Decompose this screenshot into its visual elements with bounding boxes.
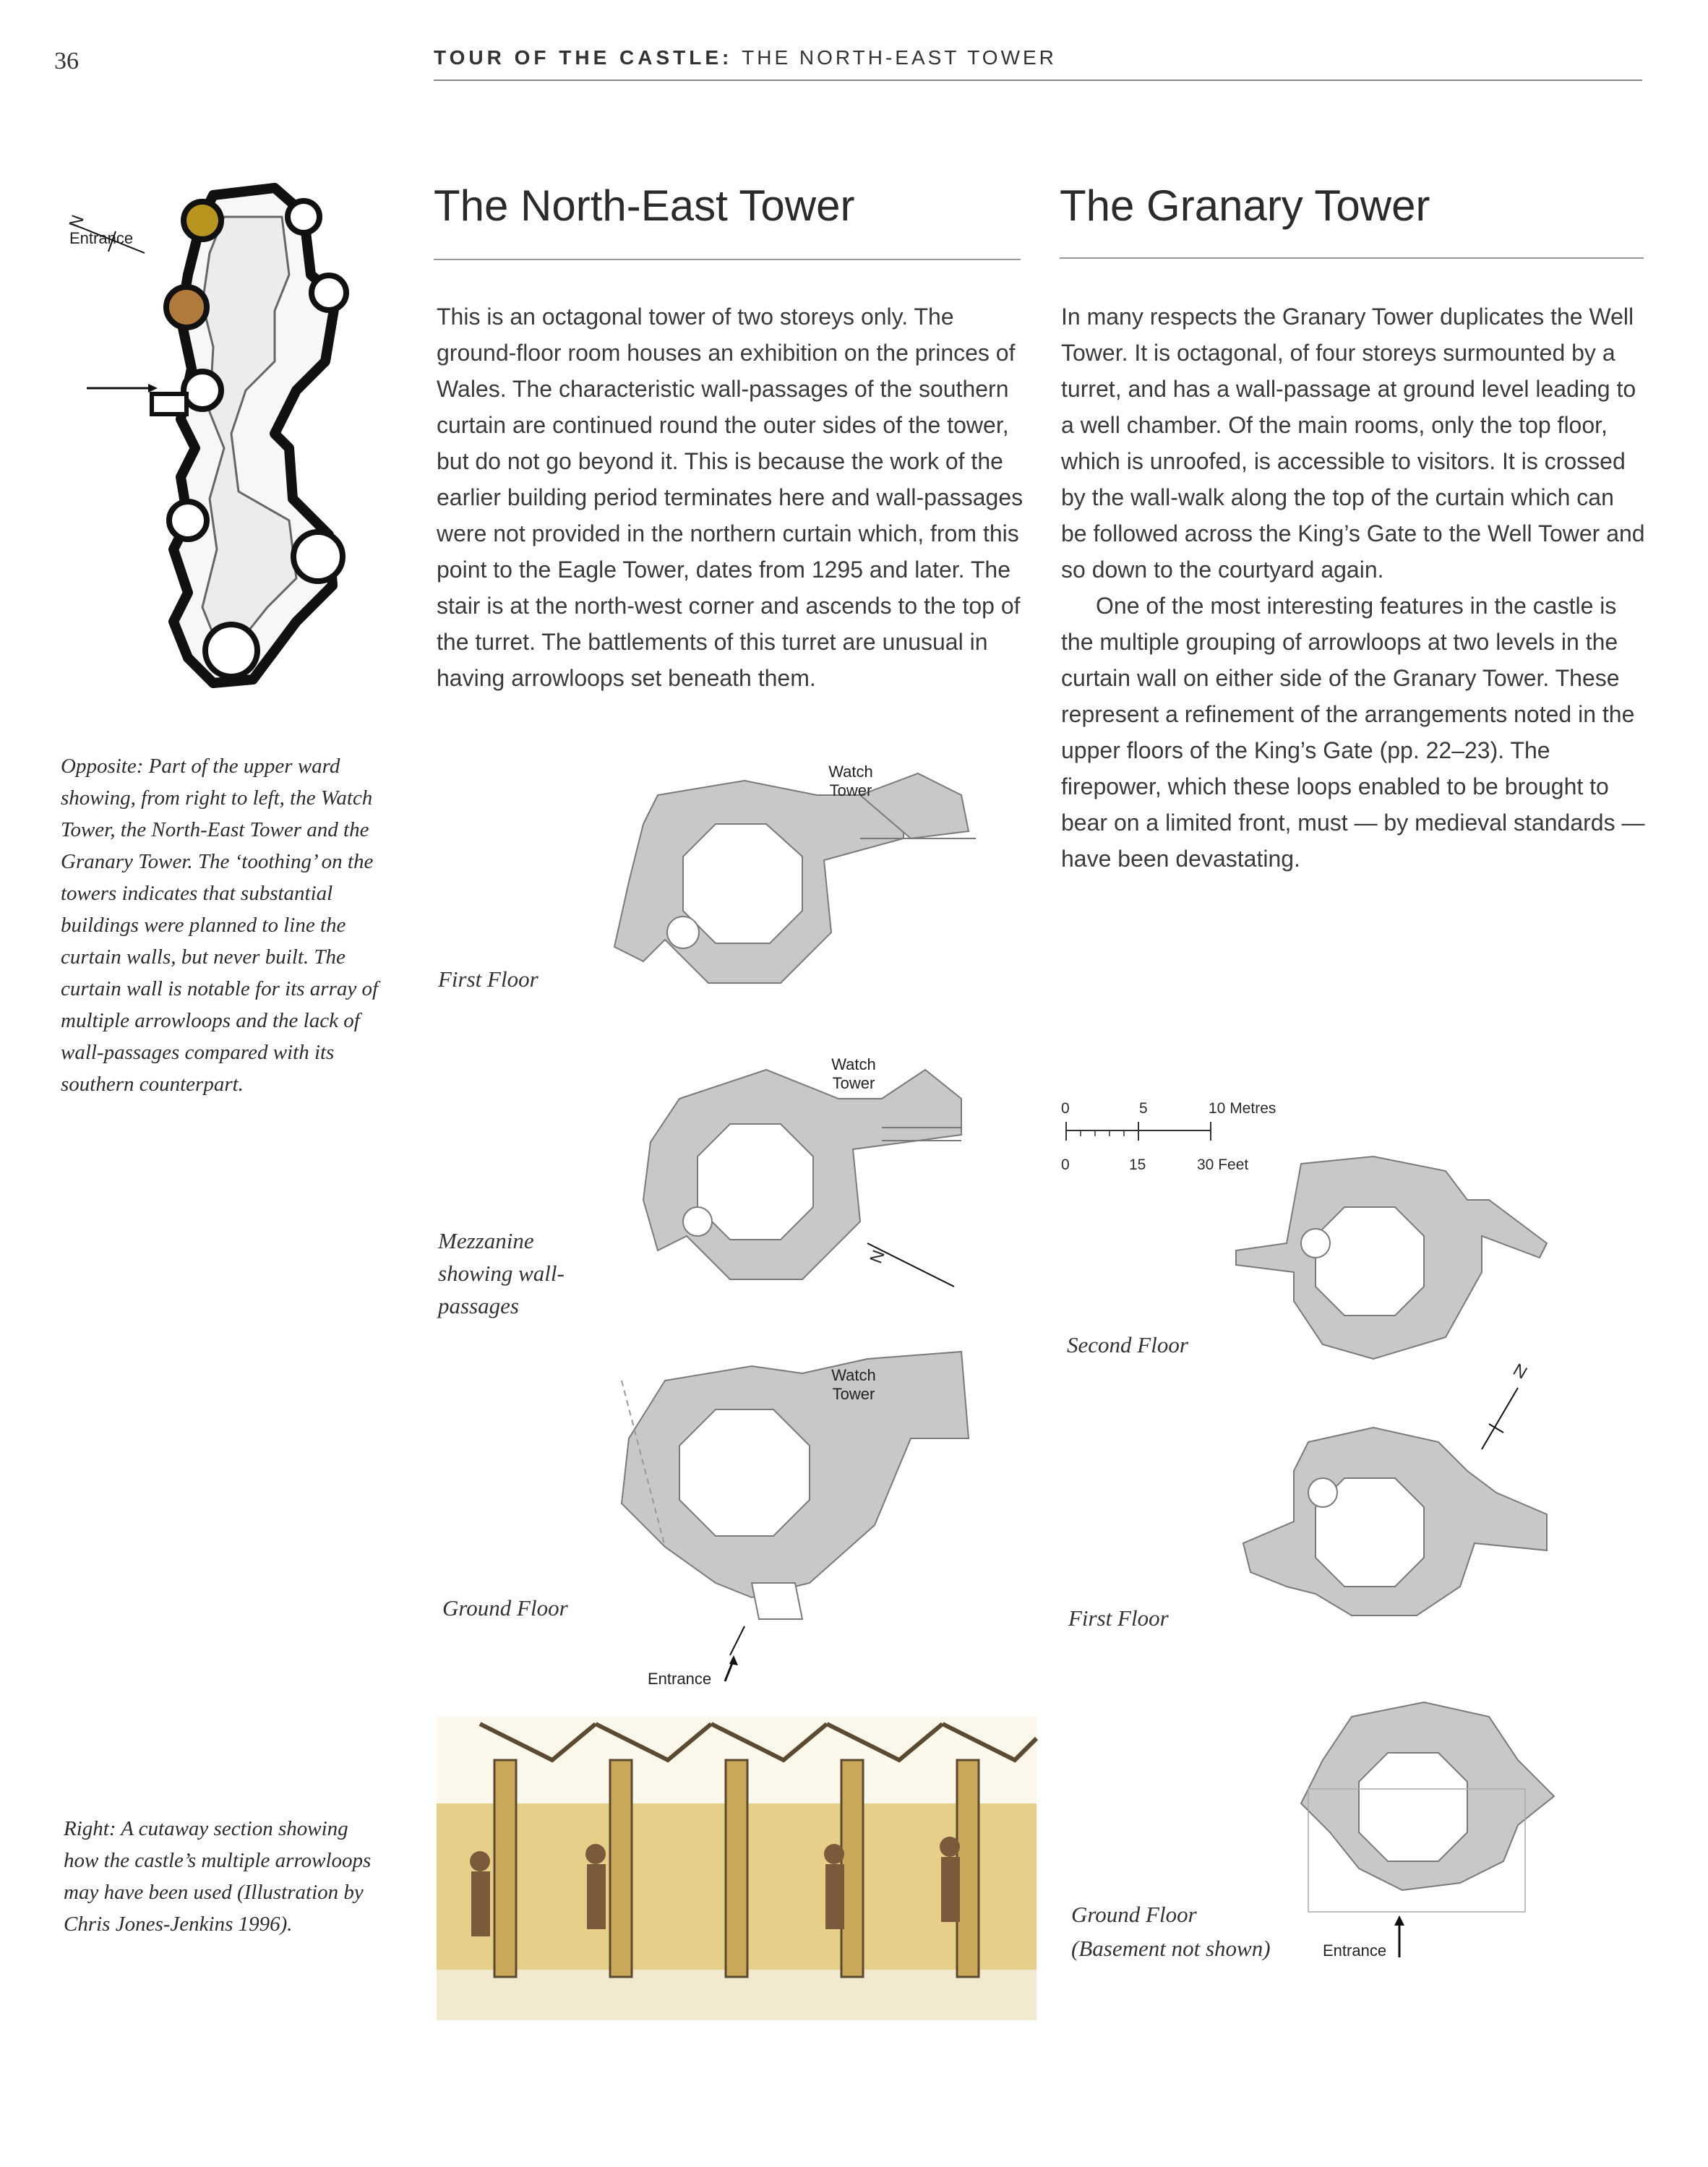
ne-ground-entrance-arrow-icon — [719, 1655, 741, 1684]
scale-bar — [1066, 1122, 1218, 1143]
running-header — [434, 46, 1057, 69]
granary-entrance-arrow-icon — [1392, 1915, 1407, 1959]
granary-second-floor-plan — [1229, 1157, 1554, 1359]
north-east-tower-paragraph: This is an octagonal tower of two storeys only. The ground-floor room houses an exhibition on the princes of Wales. The characteristic wall-passages of the southern curtain are continued round the outer sides of the tower, but do not go beyond it. This is because the work of the earlier building period terminates here and wall-passages were not provided in the northern curtain which, from this point to the Eagle Tower, dates from 1295 and later. The stair is at the north-west corner and ascends to the top of the turret. The battlements of this turret are unusual in having arrowloops set beneath them. — [437, 304, 1023, 691]
granary-first-floor-plan — [1229, 1428, 1554, 1623]
granary-tower-title-rule — [1060, 257, 1644, 259]
running-header-section: TOUR OF THE CASTLE: — [434, 46, 733, 69]
granary-tower-title: The Granary Tower — [1060, 181, 1430, 230]
ne-tower-mezzanine-plan — [622, 1055, 969, 1294]
ne-mezzanine-north-arrow-icon — [867, 1243, 954, 1287]
ne-tower-ground-floor-plan — [578, 1337, 969, 1662]
granary-second-floor-label: Second Floor — [1067, 1332, 1188, 1357]
scale-m10: 10 Metres — [1209, 1100, 1276, 1117]
scale-m0: 0 — [1061, 1100, 1070, 1117]
caption-right: Right: A cutaway section showing how the castle’s multiple arrowloops may have been used (Illustration by Chris Jones-Jenkins 1996). — [64, 1817, 372, 1936]
caption-opposite: Opposite: Part of the upper ward showing, from right to left, the Watch Tower, the North-East Tower and the Granary Tower. The ‘toothing’ on the towers indicates that substantial buildings were planned to line the curtain walls, but never built. The curtain wall is notable for its array of multiple arrowloops and the lack of wall-passages compared with its southern counterpart. — [61, 755, 379, 1096]
key-plan-north-label: N — [65, 213, 88, 231]
key-plan-entrance-label: Entrance — [69, 229, 134, 247]
north-east-tower-title: The North-East Tower — [434, 181, 855, 230]
ne-mezzanine-label: Mezzanine showing wall-passages — [438, 1228, 565, 1318]
granary-north-label: N — [1509, 1360, 1531, 1383]
granary-ground-entrance-label: Entrance — [1323, 1941, 1387, 1960]
scale-f15: 15 — [1129, 1157, 1146, 1173]
ne-mezzanine-north-label: N — [866, 1248, 889, 1266]
ne-ground-watch-tower-label: Watch Tower — [831, 1366, 876, 1403]
ne-ground-entrance-label: Entrance — [648, 1670, 712, 1688]
granary-tower-paragraph-2: One of the most interesting features in the castle is the multiple grouping of arrowloops at two levels in the curtain wall on either side of the Granary Tower. These represent a refinement of the arrangements noted in the upper floors of the King’s Gate (pp. 22–23). The firepower, which these loops enabled to be brought to bear on a limited front, must — by medieval standards — have been devastating. — [1061, 593, 1645, 872]
ne-first-floor-label: First Floor — [438, 966, 538, 992]
ne-tower-first-floor-plan — [600, 766, 983, 1005]
granary-tower-paragraph-1: In many respects the Granary Tower duplicates the Well Tower. It is octagonal, of four storeys surmounted by a turret, and has a wall-passage at ground level leading to a well chamber. Of the main rooms, only the top floor, which is unroofed, is accessible to visitors. It is crossed by the wall-walk along the top of the curtain which can be followed across the King’s Gate to the Well Tower and so down to the courtyard again. — [1061, 304, 1645, 583]
scale-f0: 0 — [1061, 1157, 1070, 1173]
north-east-tower-title-rule — [434, 259, 1021, 260]
granary-basement-note: (Basement not shown) — [1071, 1936, 1271, 1961]
arrowloop-cutaway-illustration — [437, 1717, 1037, 2020]
ne-mezzanine-watch-tower-label: Watch Tower — [831, 1055, 876, 1092]
page-number: 36 — [54, 48, 79, 74]
running-header-subsection: THE NORTH-EAST TOWER — [742, 46, 1057, 69]
key-plan-north-east-tower — [184, 202, 221, 239]
ne-first-floor-watch-tower-label: Watch Tower — [828, 763, 873, 799]
ne-ground-floor-label: Ground Floor — [442, 1595, 568, 1621]
granary-ground-floor-label: Ground Floor — [1071, 1902, 1197, 1927]
header-rule — [434, 80, 1642, 81]
scale-m5: 5 — [1139, 1100, 1148, 1117]
key-plan-granary-tower — [166, 287, 207, 327]
scale-f30: 30 Feet — [1197, 1157, 1249, 1173]
granary-first-floor-label: First Floor — [1068, 1605, 1169, 1631]
granary-tower-text — [1061, 299, 1645, 877]
castle-key-plan — [58, 173, 361, 708]
granary-ground-floor-plan — [1294, 1702, 1561, 1919]
